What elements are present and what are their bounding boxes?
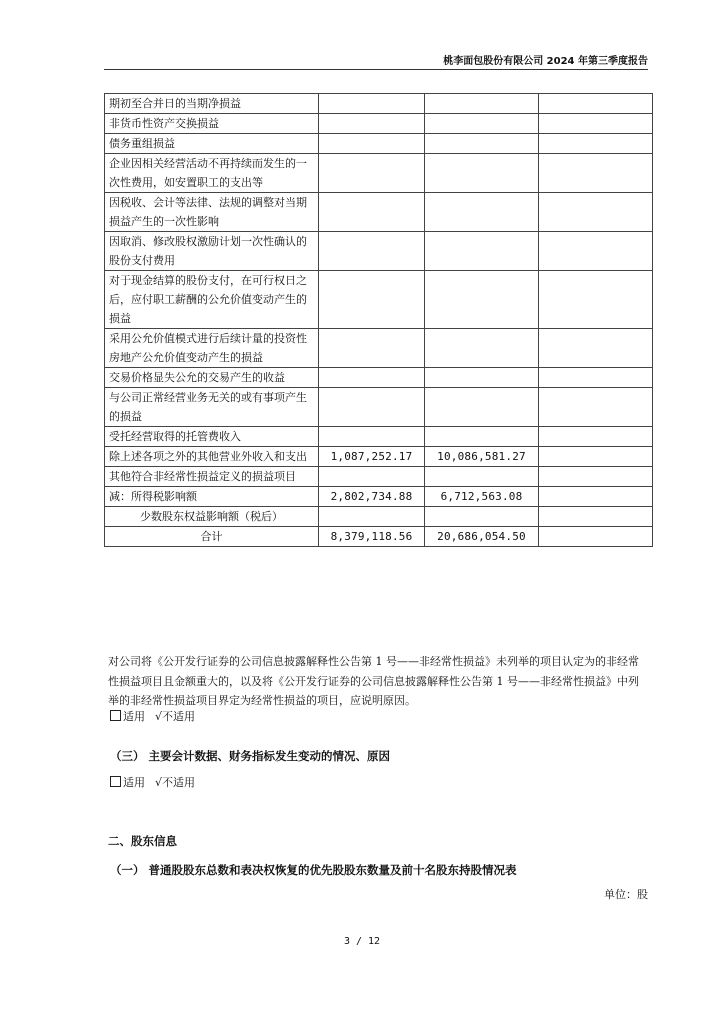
row-label: 因税收、会计等法律、法规的调整对当期损益产生的一次性影响 bbox=[105, 193, 319, 232]
subsection-heading: （一） 普通股股东总数和表决权恢复的优先股股东数量及前十名股东持股情况表 bbox=[110, 863, 517, 877]
applicability-choice bbox=[110, 708, 197, 724]
value-cell bbox=[539, 487, 653, 507]
table-row bbox=[105, 329, 653, 368]
value-cell bbox=[319, 271, 425, 329]
value-cell bbox=[425, 193, 539, 232]
table-row bbox=[105, 94, 653, 114]
applicable-label: 适用 bbox=[123, 776, 145, 789]
table-row bbox=[105, 368, 653, 388]
applicability-choice bbox=[110, 774, 197, 790]
header-divider bbox=[104, 69, 648, 70]
row-label: 与公司正常经营业务无关的或有事项产生的损益 bbox=[105, 388, 319, 427]
value-cell bbox=[425, 271, 539, 329]
table-row bbox=[105, 271, 653, 329]
row-label: 债务重组损益 bbox=[105, 134, 319, 154]
value-cell bbox=[319, 134, 425, 154]
value-cell bbox=[539, 527, 653, 547]
table-row bbox=[105, 154, 653, 193]
row-label: 因取消、修改股权激励计划一次性确认的股份支付费用 bbox=[105, 232, 319, 271]
value-cell bbox=[319, 427, 425, 447]
value-cell bbox=[319, 467, 425, 487]
value-cell bbox=[425, 329, 539, 368]
value-cell bbox=[425, 507, 539, 527]
value-cell bbox=[425, 232, 539, 271]
value-cell bbox=[539, 154, 653, 193]
page-number: 3 / 12 bbox=[343, 936, 381, 947]
row-label: 企业因相关经营活动不再持续而发生的一次性费用，如安置职工的支出等 bbox=[105, 154, 319, 193]
table-row bbox=[105, 232, 653, 271]
applicable-label: 适用 bbox=[123, 710, 145, 723]
section-heading: 二、股东信息 bbox=[108, 834, 177, 848]
value-cell bbox=[539, 368, 653, 388]
row-label: 期初至合并日的当期净损益 bbox=[105, 94, 319, 114]
value-cell bbox=[539, 134, 653, 154]
table-row bbox=[105, 193, 653, 232]
value-cell bbox=[425, 427, 539, 447]
value-cell bbox=[319, 329, 425, 368]
page-header: 桃李面包股份有限公司 2024 年第三季度报告 bbox=[443, 56, 648, 67]
table-row bbox=[105, 467, 653, 487]
row-label: 合计 bbox=[105, 527, 319, 547]
value-cell bbox=[425, 467, 539, 487]
checkbox-icon bbox=[110, 710, 121, 721]
table-row bbox=[105, 427, 653, 447]
unit-label: 单位：股 bbox=[604, 888, 648, 901]
value-cell bbox=[319, 368, 425, 388]
value-cell bbox=[539, 271, 653, 329]
value-cell bbox=[319, 232, 425, 271]
table-row bbox=[105, 388, 653, 427]
value-cell bbox=[425, 368, 539, 388]
value-cell bbox=[425, 388, 539, 427]
value-cell: 2,802,734.88 bbox=[319, 487, 425, 507]
row-label: 受托经营取得的托管费收入 bbox=[105, 427, 319, 447]
row-label: 减：所得税影响额 bbox=[105, 487, 319, 507]
value-cell bbox=[319, 94, 425, 114]
value-cell bbox=[539, 388, 653, 427]
row-label: 其他符合非经常性损益定义的损益项目 bbox=[105, 467, 319, 487]
row-label: 非货币性资产交换损益 bbox=[105, 114, 319, 134]
value-cell: 6,712,563.08 bbox=[425, 487, 539, 507]
row-label: 采用公允价值模式进行后续计量的投资性房地产公允价值变动产生的损益 bbox=[105, 329, 319, 368]
value-cell bbox=[319, 154, 425, 193]
section-heading: （三） 主要会计数据、财务指标发生变动的情况、原因 bbox=[110, 749, 391, 763]
row-label: 交易价格显失公允的交易产生的收益 bbox=[105, 368, 319, 388]
table-row bbox=[105, 114, 653, 134]
not-applicable-label: √不适用 bbox=[155, 710, 196, 723]
not-applicable-label: √不适用 bbox=[155, 776, 196, 789]
value-cell bbox=[539, 427, 653, 447]
value-cell bbox=[539, 507, 653, 527]
table-row bbox=[105, 447, 653, 467]
value-cell: 20,686,054.50 bbox=[425, 527, 539, 547]
table-row-total bbox=[105, 527, 653, 547]
value-cell bbox=[425, 134, 539, 154]
value-cell bbox=[425, 94, 539, 114]
table-row bbox=[105, 507, 653, 527]
row-label: 对于现金结算的股份支付，在可行权日之后，应付职工薪酬的公允价值变动产生的损益 bbox=[105, 271, 319, 329]
value-cell bbox=[425, 154, 539, 193]
row-label: 少数股东权益影响额（税后） bbox=[105, 507, 319, 527]
value-cell bbox=[425, 114, 539, 134]
value-cell: 10,086,581.27 bbox=[425, 447, 539, 467]
value-cell bbox=[319, 193, 425, 232]
value-cell bbox=[539, 114, 653, 134]
value-cell bbox=[539, 232, 653, 271]
value-cell bbox=[539, 193, 653, 232]
note-paragraph: 对公司将《公开发行证券的公司信息披露解释性公告第 1 号——非经常性损益》未列举的项目认定为的非经常性损益项目且金额重大的，以及将《公开发行证券的公司信息披露解释性公告第 1 号——非经常性损益》中列举的非经常性损益项目界定为经常性损益的项目，应说明原因。 bbox=[108, 655, 639, 707]
value-cell: 8,379,118.56 bbox=[319, 527, 425, 547]
table-row bbox=[105, 134, 653, 154]
value-cell bbox=[539, 467, 653, 487]
table-row bbox=[105, 487, 653, 507]
value-cell bbox=[319, 388, 425, 427]
value-cell bbox=[539, 94, 653, 114]
value-cell: 1,087,252.17 bbox=[319, 447, 425, 467]
non-recurring-items-table bbox=[104, 93, 653, 547]
row-label: 除上述各项之外的其他营业外收入和支出 bbox=[105, 447, 319, 467]
value-cell bbox=[319, 114, 425, 134]
checkbox-icon bbox=[110, 776, 121, 787]
value-cell bbox=[319, 507, 425, 527]
value-cell bbox=[539, 447, 653, 467]
value-cell bbox=[539, 329, 653, 368]
